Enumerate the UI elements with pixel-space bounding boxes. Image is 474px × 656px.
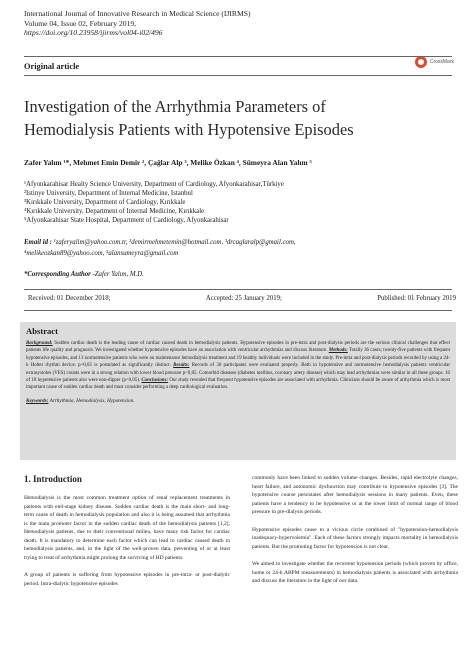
paragraph: A group of patients is suffering from hypotensive episodes in pre-intra- or post-dialytic period. Intra-dialytic hypotensive episodes [24, 572, 230, 587]
article-type: Original article [24, 62, 80, 71]
dates-bottom-divider [24, 310, 452, 311]
author-list: Zafer Yalım ¹*, Mehmet Emin Demir ², Çağlar Alp ³, Melike Özkan ⁴, Sümeyra Alan Yalım ⁵ [24, 158, 312, 167]
paragraph: Hypotensive episodes cause to a vicious circle combined of "hypotension-hemodialysis inadequacy-hypervolemia". Each of these factors strongly impacts mortality in hemodialysis patients. But the promoting factor for hypotension is not clear. [252, 526, 458, 550]
email-addresses-2[interactable]: ⁴melikeozkan89@yahoo.com, ⁵alansumeyra@gmail.com [24, 250, 179, 257]
header-divider [24, 56, 452, 57]
title-line-1: Investigation of the Arrhythmia Parameters of [24, 97, 326, 116]
affiliation: ⁴Kırıkkale University, Department of Internal Medicine, Kırıkkale [24, 208, 205, 215]
methods-text: Totally 36 cases; twenty-five patients with frequent hypotensive episodes, and 13 normotensive patients who were on maintenance hemodialysis treatment and 19 healthy individuals were included in the study. Pre-intra and post-dialysis periods recorded by using a 24-h Holter rhythm device. p<0,05 is postulated as significantly distinct. [26, 348, 450, 369]
affiliations [24, 180, 444, 225]
results-text: Records of 30 participants were evaluated properly. Both in hypotensive and normotensive hemodialysis patients ventricular extrasystoles (VES) counts were in a strong relation with lower blood pressure p<0,05. Comorbid diseases (diabetes mellitus, coronary artery disease) which may lead arrhythmias were similar in all three groups. 16 of 18 hypotensive patients also were non-dipper (p<0,05). [26, 363, 450, 384]
corresponding-author [24, 271, 144, 278]
crossmark-icon [415, 56, 427, 68]
article-title [24, 95, 454, 141]
conclusions-text: Our study revealed that frequent hypotensive episodes are associated with arrhythmia. Clinicians should be aware of arrhythmia which is most important cause of sudden cardiac death and must consider performing a deep cardiological evaluation. [26, 378, 450, 391]
affiliation: ²Istinye University, Department of Internal Medicine, Istanbul [24, 190, 193, 197]
conclusions-label: Conclusions: [141, 378, 169, 384]
crossmark-logo[interactable] [415, 56, 454, 68]
affiliation: ⁵Afyonkarahisar State Hospital, Department of Cardiology, Afyonkarahisar [24, 217, 229, 224]
title-divider [24, 75, 452, 76]
received-date: Received: 01 December 2018; [28, 295, 111, 302]
paragraph: Hemodialysis is the most common treatment option of renal replacement treatments in patients with end-stage kidney disease. Sudden cardiac death is the main short- and long-term cause of death in hemodialysis population and also it is being assumed that arrhythmia is the main promoter factor in the sudden cardiac death of the hemodialysis patients [1,2]. Hemodialysis patients, due to their conventional milieu, have many risk factor for cardiac death. It is mandatory to determine each factor which can lead to cardiac caused death in hemodialysis patients, and, in the light of the well-proven data, preventing of or at least trying to treat of arrhythmia might prolong the surviving of HD patients. [24, 495, 230, 561]
doi-link[interactable]: https://doi.org/10.23958/ijirms/vol04-i02/496 [24, 28, 163, 38]
journal-name: International Journal of Innovative Research in Medical Science (IJIRMS) [24, 9, 251, 18]
accepted-date: Accepted: 25 January 2019; [205, 295, 282, 302]
keywords [26, 398, 450, 405]
dates-top-divider [24, 289, 452, 290]
corresponding-label: *Corresponding Author [24, 271, 91, 278]
background-label: Background: [26, 341, 53, 346]
email-block [24, 237, 444, 259]
methods-label: Methods: [328, 348, 348, 354]
keywords-text: Arrhythmia, Hemodialysis, Hypotension. [48, 397, 135, 404]
abstract-text [26, 340, 450, 392]
left-column [24, 474, 230, 597]
paragraph: commonly have been linked to sudden volume changes. Besides, rapid electrolyte changes, heart failure, and autonomic dysfunction may contribute to hypotensive episodes [3]. The hypotensive course persistates after hemodialysis sessions in many patients. Even, these patients have a tendency to be hypotensive or at the lower limit of normal range of blood pressure in pre-dialysis periods. [252, 475, 458, 515]
paragraph: We aimed to investigate whether the recurrent hypotension periods (which proven by office, home or 24-h ABPM measurements) in hemodialysis patients is associated with arrhythmia and discuss the literature in the light of our data. [252, 561, 458, 584]
crossmark-label: CrossMark [429, 59, 454, 65]
publication-dates [24, 295, 456, 302]
corresponding-name: -Zafer Yalım, M.D. [90, 271, 144, 278]
abstract-box [20, 322, 456, 460]
right-column [252, 474, 458, 595]
results-label: Results: [173, 363, 190, 369]
published-date: Published: 01 February 2019 [377, 295, 456, 302]
background-text: Sudden cardiac death is the leading cause of cardiac caused death in hemodialysis patients. Hypotensive episodes in pre-intra and post-dialysis periods are the serious clinical challenges that effect patients life quality and prognosis. We investigated whether hypotensive episodes have an association with ventricular arrhythmias and discuss literature. [26, 341, 450, 354]
journal-volume: Volume 04, Issue 02, February 2019, [24, 18, 137, 28]
abstract-heading: Abstract [26, 326, 58, 336]
journal-header [24, 9, 354, 38]
email-addresses-1[interactable]: ¹zaferyalim@yahoo.com.tr, ²demirmehmetemin@hotmail.com, ³drcaglaralp@gmail.com, [53, 239, 296, 246]
title-line-2: Hemodialysis Patients with Hypotensive Episodes [24, 120, 354, 139]
keywords-label: Keywords: [26, 397, 49, 404]
affiliation: ³Kırıkkale University, Department of Cardiology, Kırıkkale [24, 199, 186, 206]
section-heading: 1. Introduction [24, 474, 82, 484]
affiliation: ¹Afyonkarahisar Healty Science University, Department of Cardiology, Afyonkarahisar,Türkiye [24, 181, 284, 188]
email-label: Email id : [24, 239, 52, 246]
